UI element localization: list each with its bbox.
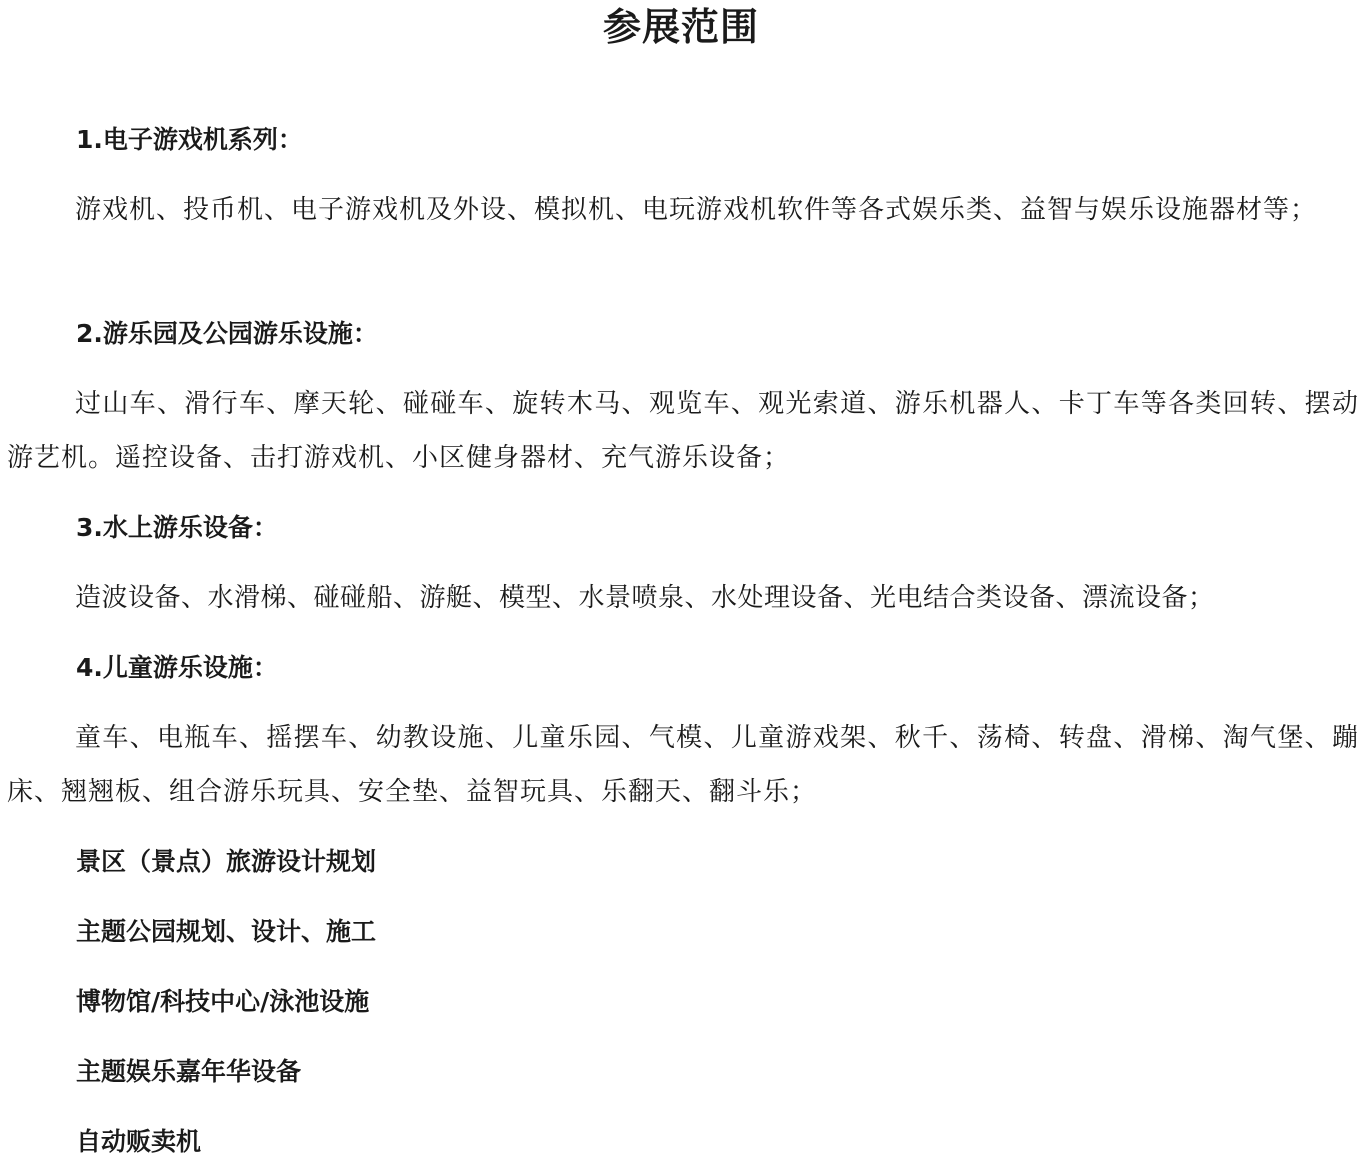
section-text-2: 过山车、滑行车、摩天轮、碰碰车、旋转木马、观览车、观光索道、游乐机器人、卡丁车等各类回转、摆动游艺机。遥控设备、击打游戏机、小区健身器材、充气游乐设备； [7, 389, 1359, 473]
page-title: 参展范围 [602, 5, 759, 49]
section-text-1: 游戏机、投币机、电子游戏机及外设、模拟机、电玩游戏机软件等各式娱乐类、益智与娱乐设施器材等； [75, 195, 1318, 225]
section-heading-1: 1.电子游戏机系列： [76, 125, 303, 154]
section-heading-3: 3.水上游乐设备： [76, 513, 278, 542]
extra-item-2: 主题公园规划、设计、施工 [76, 917, 377, 946]
extra-item-4: 主题娱乐嘉年华设备 [76, 1057, 302, 1086]
section-heading-2: 2.游乐园及公园游乐设施： [76, 319, 378, 348]
section-heading-4: 4.儿童游乐设施： [76, 653, 278, 682]
extra-item-5: 自动贩卖机 [76, 1127, 202, 1156]
section-text-3: 造波设备、水滑梯、碰碰船、游艇、模型、水景喷泉、水处理设备、光电结合类设备、漂流设备； [75, 583, 1215, 613]
extra-item-1: 景区（景点）旅游设计规划 [76, 847, 377, 876]
section-text-4: 童车、电瓶车、摇摆车、幼教设施、儿童乐园、气模、儿童游戏架、秋千、荡椅、转盘、滑梯、淘气堡、蹦床、翘翘板、组合游乐玩具、安全垫、益智玩具、乐翻天、翻斗乐； [7, 723, 1359, 807]
extra-item-3: 博物馆/科技中心/泳池设施 [76, 987, 370, 1016]
